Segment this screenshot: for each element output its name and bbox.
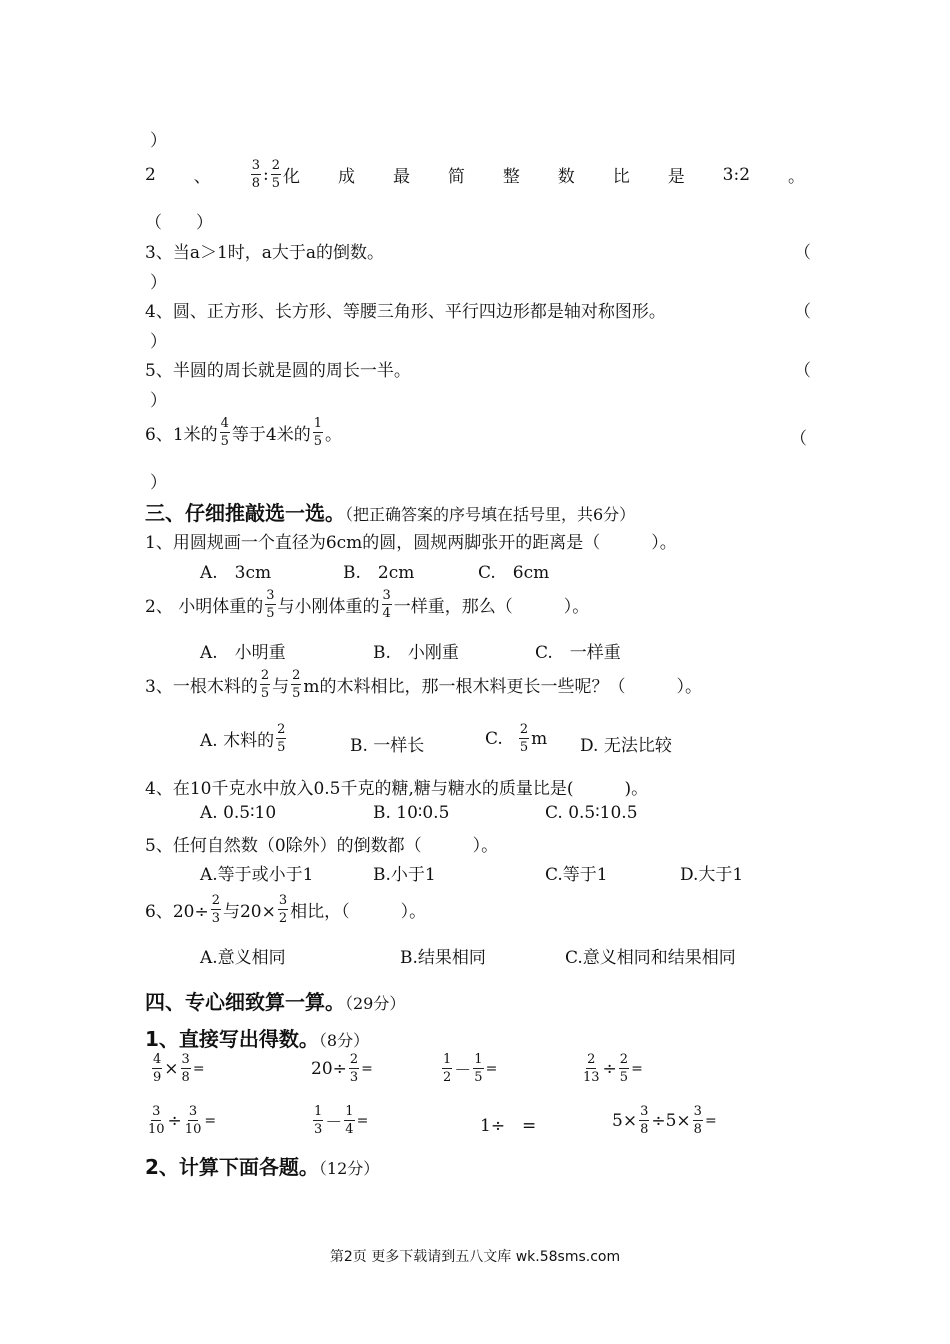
judge-q6: 6、1米的 $\frac{4}{5}$ 等于4米的 $\frac{1}{5}$ 。 xyxy=(145,416,343,449)
section-3-title: 三、仔细推敲选一选。 xyxy=(145,501,345,525)
q2-char: 整 xyxy=(502,167,520,187)
q5-close-paren: ） xyxy=(150,391,167,411)
fraction: $\frac{2}{5}$ xyxy=(271,158,281,191)
fraction: $\frac{3}{8}$ xyxy=(181,1052,190,1085)
fraction: $\frac{2}{5}$ xyxy=(619,1052,629,1085)
fraction: $\frac{4}{5}$ xyxy=(220,416,229,449)
q6-close-paren: ） xyxy=(150,473,167,493)
fraction: $\frac{3}{8}$ xyxy=(251,158,261,191)
judge-q1-close-paren: ） xyxy=(150,131,167,151)
q2-number: 2 xyxy=(145,164,156,185)
option: A. 木料的 $\frac{2}{5}$ xyxy=(200,722,286,755)
fraction: $\frac{1}{5}$ xyxy=(474,1052,483,1085)
fraction: $\frac{3}{5}$ xyxy=(266,588,275,621)
section-4-note: （29分） xyxy=(345,994,406,1013)
option: A. 小明重 xyxy=(200,643,286,663)
option: C. 0.5∶10.5 xyxy=(545,803,638,823)
section-4-heading xyxy=(145,986,405,1015)
judge-q3: 3、当a＞1时，a大于a的倒数。 xyxy=(145,243,385,263)
option: D. 无法比较 xyxy=(580,736,672,756)
choice-q3: 3、一根木料的 $\frac{2}{5}$ 与 $\frac{2}{5}$ m的木料相比，那一根木料更长一些呢？（ ）。 xyxy=(145,668,703,701)
calc-item: $\frac{4}{9}$ × $\frac{3}{8}$ = xyxy=(153,1052,205,1085)
judge-q4: 4、圆、正方形、长方形、等腰三角形、平行四边形都是轴对称图形。 xyxy=(145,302,666,322)
option: B. 2cm xyxy=(343,563,415,583)
fraction: $\frac{3}{8}$ xyxy=(640,1104,649,1137)
choice-q1: 1、用圆规画一个直径为6cm的圆，圆规两脚张开的距离是（ ）。 xyxy=(145,533,677,553)
fraction: $\frac{3}{10}$ xyxy=(184,1104,202,1137)
q2-char: 是 xyxy=(667,167,685,187)
q2-char: 比 xyxy=(612,167,630,187)
section-3-heading xyxy=(145,497,635,526)
option: D.大于1 xyxy=(680,865,744,885)
q2-char: 最 xyxy=(392,167,410,187)
subsection-2-title: 2、计算下面各题。 xyxy=(145,1155,319,1179)
option: C. 6cm xyxy=(478,563,550,583)
q2-char: 简 xyxy=(447,167,465,187)
option: C. 一样重 xyxy=(535,643,621,663)
option: B. 10∶0.5 xyxy=(373,803,450,823)
calc-item: $\frac{1}{2}$ － $\frac{1}{5}$ = xyxy=(443,1052,498,1085)
q3-open-paren: （ xyxy=(794,243,811,263)
fraction: $\frac{1}{3}$ xyxy=(314,1104,323,1137)
option: A.等于或小于1 xyxy=(200,865,314,885)
fraction: $\frac{2}{5}$ xyxy=(260,668,270,701)
calc-item: 1÷ = xyxy=(480,1116,537,1136)
fraction: $\frac{1}{2}$ xyxy=(443,1052,452,1085)
option: C. $\frac{2}{5}$ m xyxy=(485,722,548,755)
option: C.等于1 xyxy=(545,865,608,885)
q6-open-paren: （ xyxy=(790,429,807,449)
fraction: $\frac{2}{3}$ xyxy=(349,1052,359,1085)
choice-q2: 2、 小明体重的 $\frac{3}{5}$ 与小刚体重的 $\frac{3}{4}$ 一样重，那么（ ）。 xyxy=(145,588,590,621)
option: B.小于1 xyxy=(373,865,436,885)
choice-q5: 5、任何自然数（0除外）的倒数都（ ）。 xyxy=(145,836,499,856)
q4-open-paren: （ xyxy=(794,302,811,322)
calc-item: 5× $\frac{3}{8}$ ÷5× $\frac{3}{8}$ = xyxy=(612,1104,717,1137)
fraction: $\frac{3}{10}$ xyxy=(148,1104,165,1137)
subsection-1-heading xyxy=(145,1023,369,1052)
q2-result: 3:2 xyxy=(722,164,751,185)
section-3-note: （把正确答案的序号填在括号里，共6分） xyxy=(345,505,636,524)
fraction: $\frac{4}{9}$ xyxy=(153,1052,162,1085)
judge-q5: 5、半圆的周长就是圆的周长一半。 xyxy=(145,361,411,381)
fraction: $\frac{1}{5}$ xyxy=(313,416,323,449)
option: C.意义相同和结果相同 xyxy=(565,948,736,968)
option: B. 小刚重 xyxy=(373,643,459,663)
fraction: $\frac{1}{4}$ xyxy=(345,1104,354,1137)
choice-q4: 4、在10千克水中放入0.5千克的糖,糖与糖水的质量比是( )。 xyxy=(145,779,649,799)
q4-close-paren: ） xyxy=(150,332,167,352)
q2-answer-paren: （ ） xyxy=(145,213,213,233)
calc-item: $\frac{2}{13}$ ÷ $\frac{2}{5}$ = xyxy=(583,1052,643,1085)
judge-q2 xyxy=(145,158,805,191)
option: B.结果相同 xyxy=(400,948,486,968)
option: A. 3cm xyxy=(200,563,272,583)
fraction: $\frac{2}{5}$ xyxy=(292,668,301,701)
option: A. 0.5∶10 xyxy=(200,803,277,823)
q2-ratio: $\frac{3}{8}$ : $\frac{2}{5}$ 化 xyxy=(251,158,301,191)
option: B. 一样长 xyxy=(350,736,425,756)
option: A.意义相同 xyxy=(200,948,286,968)
section-4-title: 四、专心细致算一算。 xyxy=(145,990,345,1014)
page-footer: 第2页 更多下载请到五八文库 wk.58sms.com xyxy=(329,1249,621,1265)
q2-end: 。 xyxy=(787,167,805,187)
fraction: $\frac{2}{5}$ xyxy=(519,722,529,755)
fraction: $\frac{2}{5}$ xyxy=(277,722,286,755)
q2-sep: 、 xyxy=(193,167,211,187)
calc-item: 20÷ $\frac{2}{3}$ = xyxy=(311,1052,373,1085)
q5-open-paren: （ xyxy=(794,361,811,381)
fraction: $\frac{3}{2}$ xyxy=(278,893,288,926)
fraction: $\frac{3}{8}$ xyxy=(693,1104,702,1137)
fraction: $\frac{2}{13}$ xyxy=(583,1052,600,1085)
subsection-2-heading xyxy=(145,1151,379,1180)
fraction: $\frac{2}{3}$ xyxy=(211,893,220,926)
fraction: $\frac{3}{4}$ xyxy=(382,588,391,621)
q2-char: 数 xyxy=(557,167,575,187)
q3-close-paren: ） xyxy=(150,273,167,293)
subsection-2-note: （12分） xyxy=(318,1159,380,1178)
subsection-1-title: 1、直接写出得数。 xyxy=(145,1027,319,1051)
subsection-1-note: （8分） xyxy=(318,1031,370,1050)
calc-item: $\frac{1}{3}$ － $\frac{1}{4}$ = xyxy=(314,1104,369,1137)
calc-item: $\frac{3}{10}$ ÷ $\frac{3}{10}$ = xyxy=(148,1104,217,1137)
q2-char: 成 xyxy=(337,167,355,187)
choice-q6: 6、20÷ $\frac{2}{3}$ 与20× $\frac{3}{2}$ 相比，（ ）。 xyxy=(145,893,427,926)
